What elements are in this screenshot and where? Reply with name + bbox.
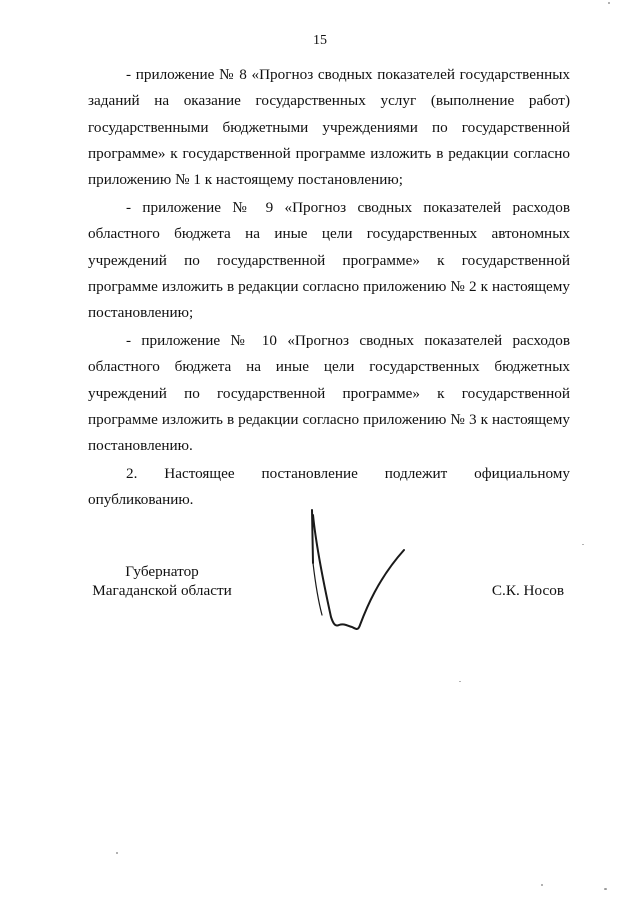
paragraph-publication: 2. Настоящее постановление подлежит официальному опубликованию. — [88, 464, 570, 509]
scan-speck — [116, 852, 118, 854]
signatory-position — [88, 562, 236, 600]
paragraph-appendix-8: - приложение № 8 «Прогноз сводных показателей государственных заданий на оказание государственных услуг (выполнение работ) государственными бюджетными учреждениями по государственной программе» к государственной программе изложить в редакции согласно приложению № 1 к настоящему постановлению; — [88, 66, 570, 189]
paragraph-appendix-10: - приложение № 10 «Прогноз сводных показателей расходов областного бюджета на иные цели государственных бюджетных учреждений по государственной программе» к государственной программе изложить в редакции согласно приложению № 3 к настоящему постановлению. — [88, 331, 570, 455]
scan-speck — [604, 888, 607, 890]
signatory-position-line1: Губернатор — [125, 563, 199, 580]
signatory-name: С.К. Носов — [491, 582, 564, 599]
scan-speck — [541, 884, 543, 886]
signatory-position-line2: Магаданской области — [92, 582, 232, 599]
handwritten-signature — [300, 505, 410, 640]
scan-speck — [582, 544, 584, 545]
document-body — [88, 62, 570, 515]
scan-speck — [608, 2, 610, 4]
scan-speck — [459, 681, 461, 682]
paragraph-appendix-9: - приложение № 9 «Прогноз сводных показателей расходов областного бюджета на иные цели государственных автономных учреждений по государственной программе» к государственной программе изложить в редакции согласно приложению № 2 к настоящему постановлению; — [88, 198, 570, 322]
page-number: 15 — [313, 33, 327, 48]
